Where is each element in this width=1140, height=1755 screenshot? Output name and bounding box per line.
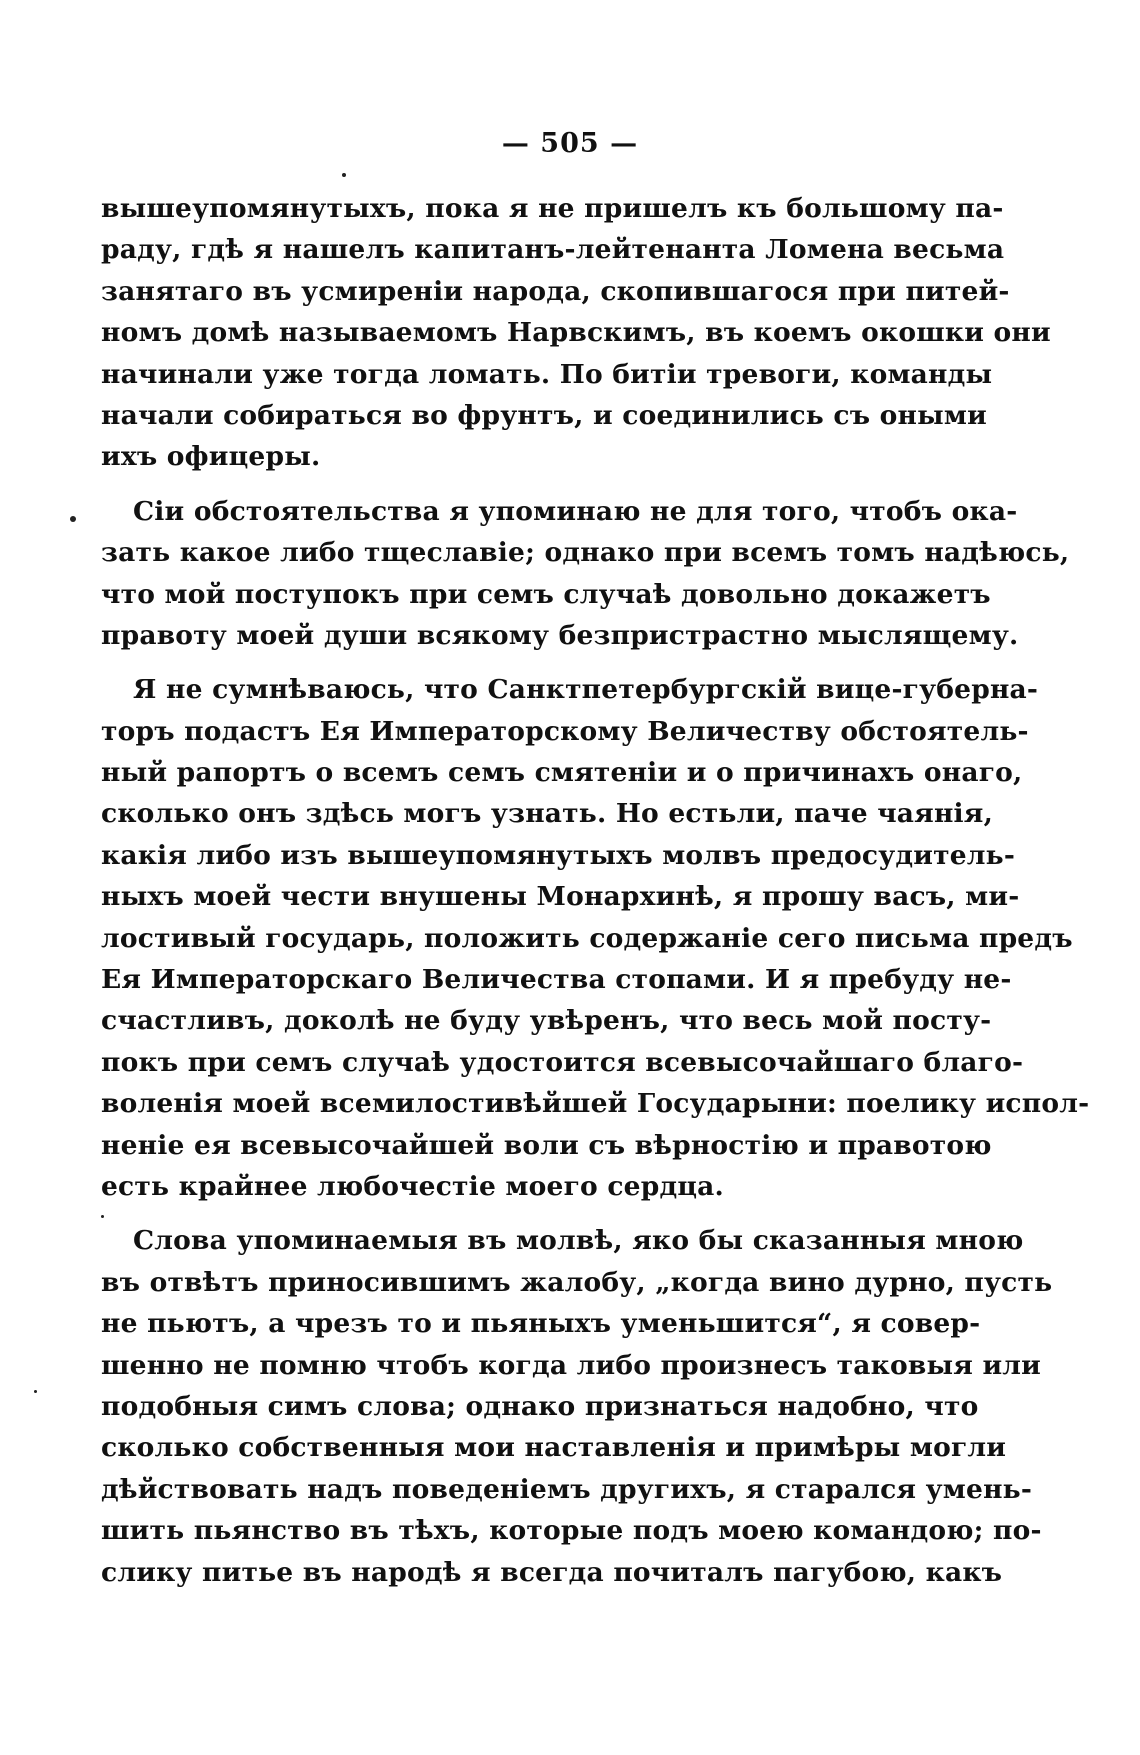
- text-line: занятаго въ усмиреніи народа, скопившагося при питей-: [101, 275, 1010, 307]
- text-line: начали собираться во фрунтъ, и соединились съ оными: [101, 399, 987, 431]
- text-line: сколько собственныя мои наставленія и примѣры могли: [101, 1432, 1007, 1464]
- text-line: Сіи обстоятельства я упоминаю не для того, чтобъ ока-: [133, 495, 1018, 527]
- text-line: какія либо изъ вышеупомянутыхъ молвъ предосудитель-: [101, 839, 1016, 871]
- text-line: начинали уже тогда ломать. По битіи тревоги, команды: [101, 358, 993, 390]
- text-line: воленія моей всемилостивѣйшей Государыни: поелику испол-: [101, 1088, 1090, 1120]
- ink-speck: [34, 1390, 37, 1393]
- text-line: правоту моей души всякому безпристрастно мыслящему.: [101, 619, 1019, 651]
- page-number: — 505 —: [501, 128, 639, 159]
- text-line: раду, гдѣ я нашелъ капитанъ-лейтенанта Ломена весьма: [101, 234, 1005, 266]
- text-line: номъ домѣ называемомъ Нарвскимъ, въ коемъ окошки они: [101, 317, 1051, 349]
- text-line: Слова упоминаемыя въ молвѣ, яко бы сказанныя мною: [133, 1225, 1024, 1257]
- text-line: что мой поступокъ при семъ случаѣ довольно докажетъ: [101, 578, 991, 610]
- text-line: въ отвѣтъ приносившимъ жалобу, „когда вино дурно, пусть: [101, 1266, 1053, 1298]
- text-line: не пьютъ, а чрезъ то и пьяныхъ уменьшится“, я совер-: [101, 1308, 981, 1340]
- text-line: Ея Императорскаго Величества стопами. И я пребуду не-: [101, 964, 1012, 996]
- text-line: ный рапортъ о всемъ семъ смятеніи и о причинахъ онаго,: [101, 757, 1023, 789]
- text-line: вышеупомянутыхъ, пока я не пришелъ къ большому па-: [101, 193, 1004, 224]
- text-line: дѣйствовать надъ поведеніемъ другихъ, я старался умень-: [101, 1473, 1033, 1505]
- text-line: подобныя симъ слова; однако признаться надобно, что: [101, 1390, 979, 1422]
- text-line: шенно не помню чтобъ когда либо произнесъ таковыя или: [101, 1349, 1042, 1381]
- text-line: зать какое либо тщеславіе; однако при всемъ томъ надѣюсь,: [101, 537, 1070, 569]
- text-line: слику питье въ народѣ я всегда почиталъ пагубою, какъ: [101, 1556, 1003, 1588]
- paragraph: [101, 491, 1070, 657]
- text-line: ныхъ моей чести внушены Монархинѣ, я прошу васъ, ми-: [101, 881, 1020, 913]
- text-line: сколько онъ здѣсь могъ узнать. Но естьли, паче чаянія,: [101, 798, 994, 830]
- paragraph: [101, 1220, 1053, 1593]
- ink-speck: [342, 173, 346, 177]
- text-line: Я не сумнѣваюсь, что Санктпетербургскій вице-губерна-: [133, 674, 1039, 706]
- text-line: лостивый государь, положить содержаніе сего письма предъ: [101, 922, 1073, 954]
- text-line: неніе ея всевысочайшей воли съ вѣрностію и правотою: [101, 1129, 992, 1161]
- paragraph: [101, 188, 1051, 478]
- text-line: покъ при семъ случаѣ удостоится всевысочайшаго благо-: [101, 1046, 1024, 1078]
- text-line: ихъ офицеры.: [101, 441, 321, 473]
- paragraph: [101, 669, 1090, 1207]
- text-line: шить пьянство въ тѣхъ, которые подъ моею командою; по-: [101, 1515, 1042, 1547]
- text-line: счастливъ, доколѣ не буду увѣренъ, что весь мой посту-: [101, 1005, 992, 1037]
- text-line: торъ подастъ Ея Императорскому Величеству обстоятель-: [101, 715, 1029, 747]
- body-text: [101, 188, 1090, 1593]
- text-line: есть крайнее любочестіе моего сердца.: [101, 1170, 724, 1202]
- ink-speck: [70, 516, 76, 522]
